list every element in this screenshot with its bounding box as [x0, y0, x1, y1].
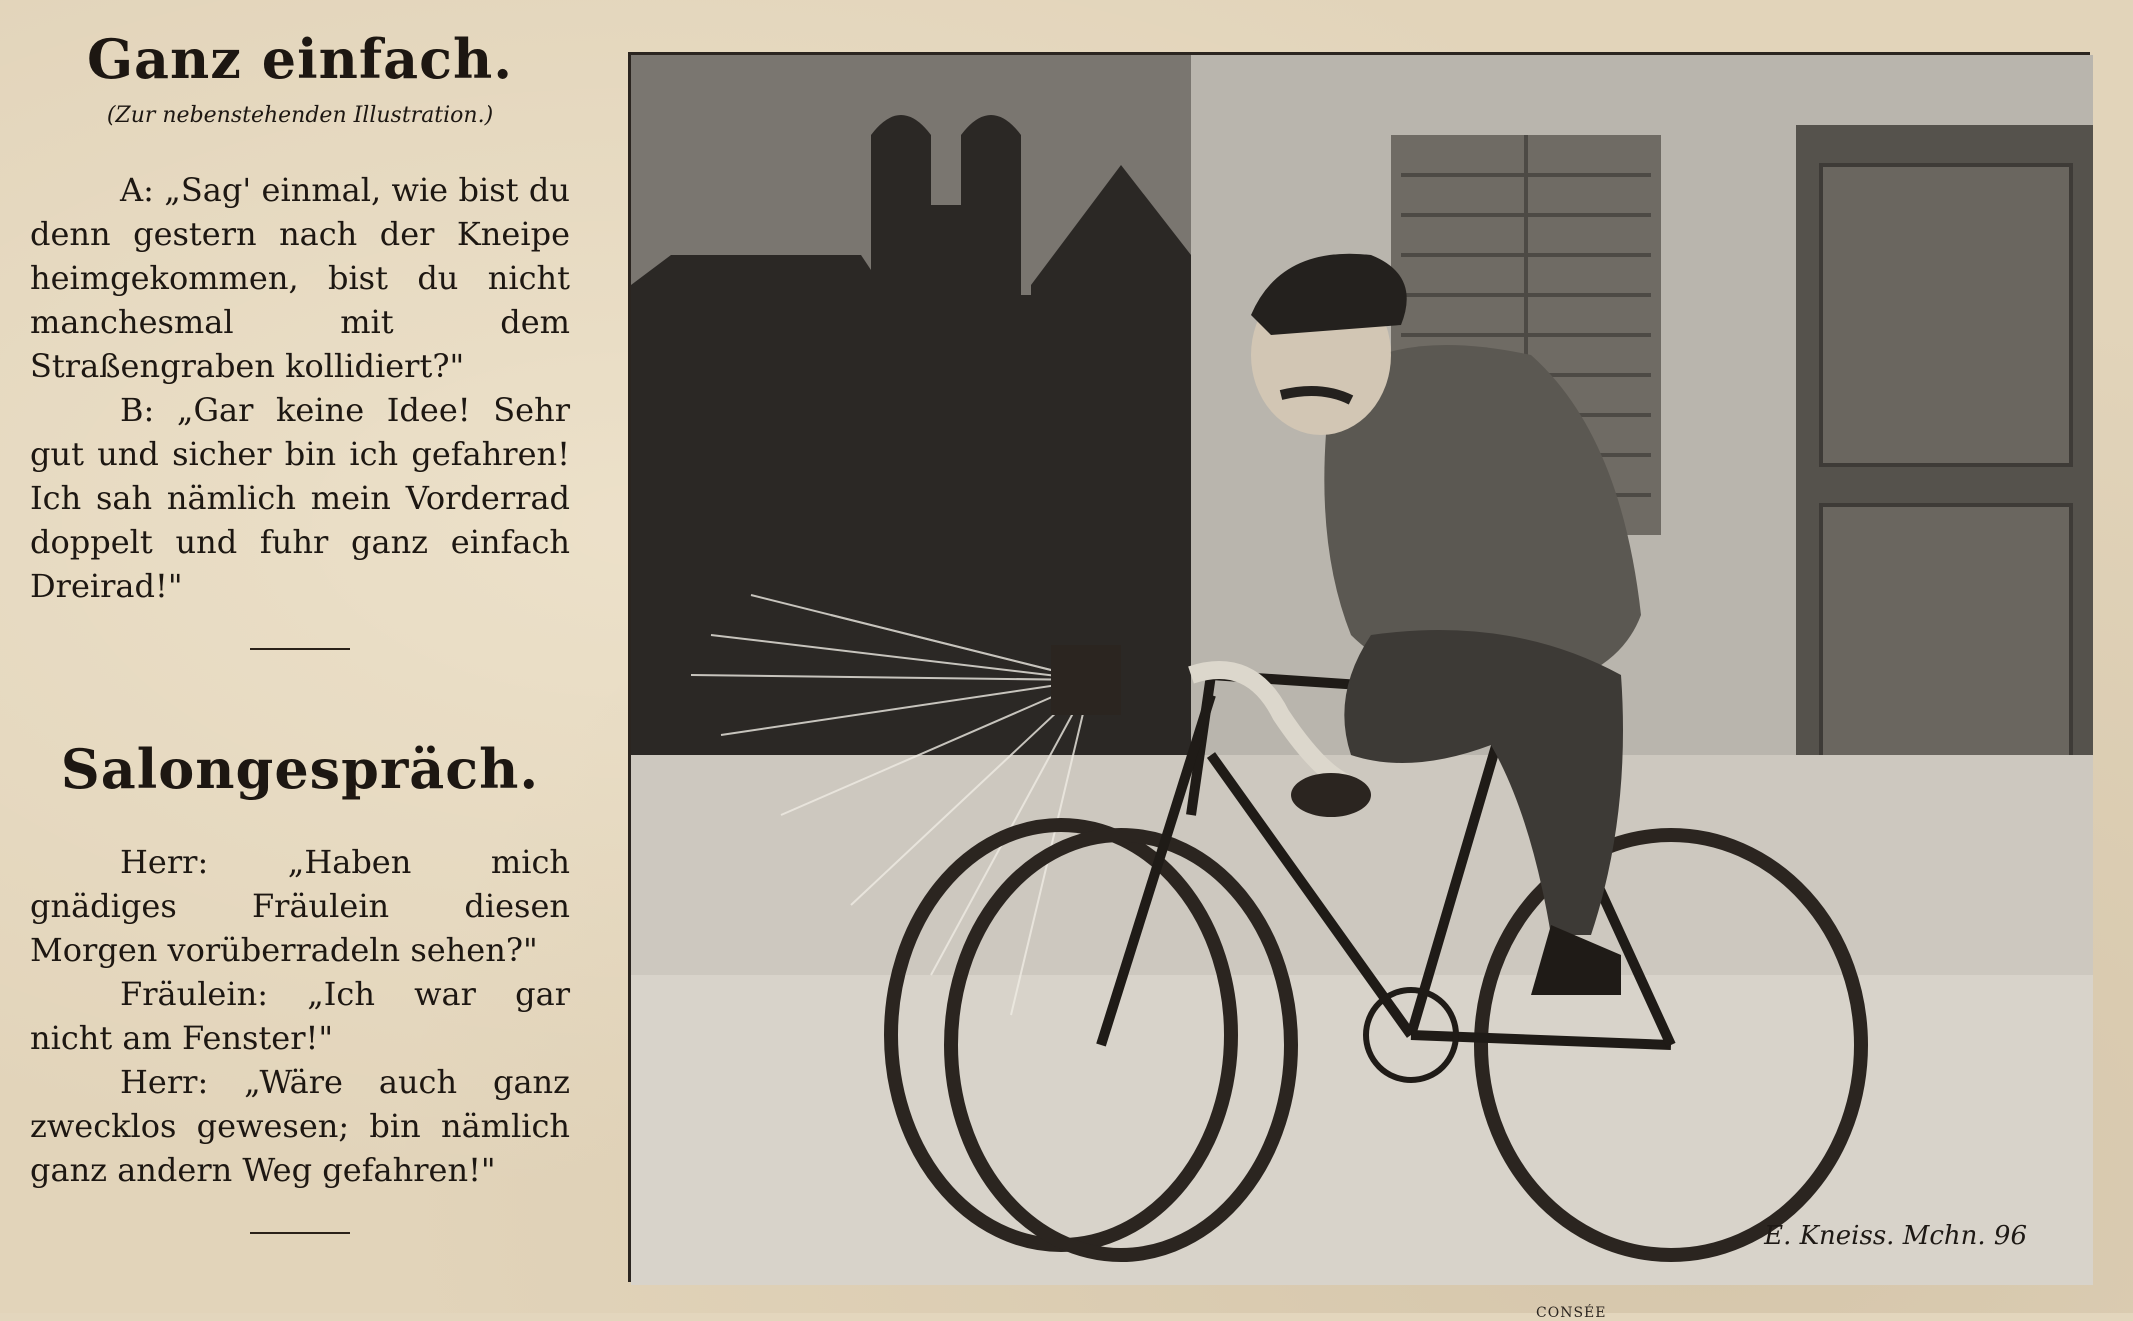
- story2-line-fraeulein: Fräulein: „Ich war gar nicht am Fenster!": [30, 974, 570, 1057]
- bicycle-lamp-icon: [1051, 645, 1121, 715]
- cyclist-illustration: [628, 52, 2090, 1321]
- story2-block: [30, 737, 570, 1233]
- text-column: [30, 27, 570, 1300]
- story2-title: Salongespräch.: [60, 737, 540, 802]
- artist-signature: E. Kneiss. Mchn. 96: [1764, 1221, 2027, 1251]
- door-panel-upper: [1821, 165, 2071, 465]
- story1-dialog: [30, 168, 570, 608]
- separator-rule: [250, 648, 350, 650]
- city-silhouette-mid: [861, 295, 1051, 755]
- story1-line-b: B: „Gar keine Idee! Sehr gut und sicher bin ich gefahren! Ich sah nämlich mein Vorderrad doppelt und fuhr ganz einfach Dreirad!": [30, 391, 570, 606]
- story1-line-a: A: „Sag' einmal, wie bist du denn gestern nach der Kneipe heimgekommen, bist du nicht manchesmal mit dem Straßengraben kollidiert?": [30, 171, 570, 386]
- engraver-stamp: CONSÉE: [1536, 1305, 1607, 1321]
- city-silhouette-left: [631, 255, 881, 755]
- separator-rule-bottom: [250, 1232, 350, 1234]
- story1-subtitle: (Zur nebenstehenden Illustration.): [106, 103, 494, 129]
- illustration-drawing: [631, 55, 2093, 1285]
- rider-hand: [1291, 773, 1371, 817]
- story2-line-herr-2: Herr: „Wäre auch ganz zwecklos gewesen; bin nämlich ganz andern Weg gefahren!": [30, 1062, 570, 1189]
- story2-line-herr-1: Herr: „Haben mich gnädiges Fräulein diesen Morgen vorüberradeln sehen?": [30, 842, 570, 969]
- story2-dialog: [30, 840, 570, 1192]
- story1-title: Ganz einfach.: [86, 27, 514, 91]
